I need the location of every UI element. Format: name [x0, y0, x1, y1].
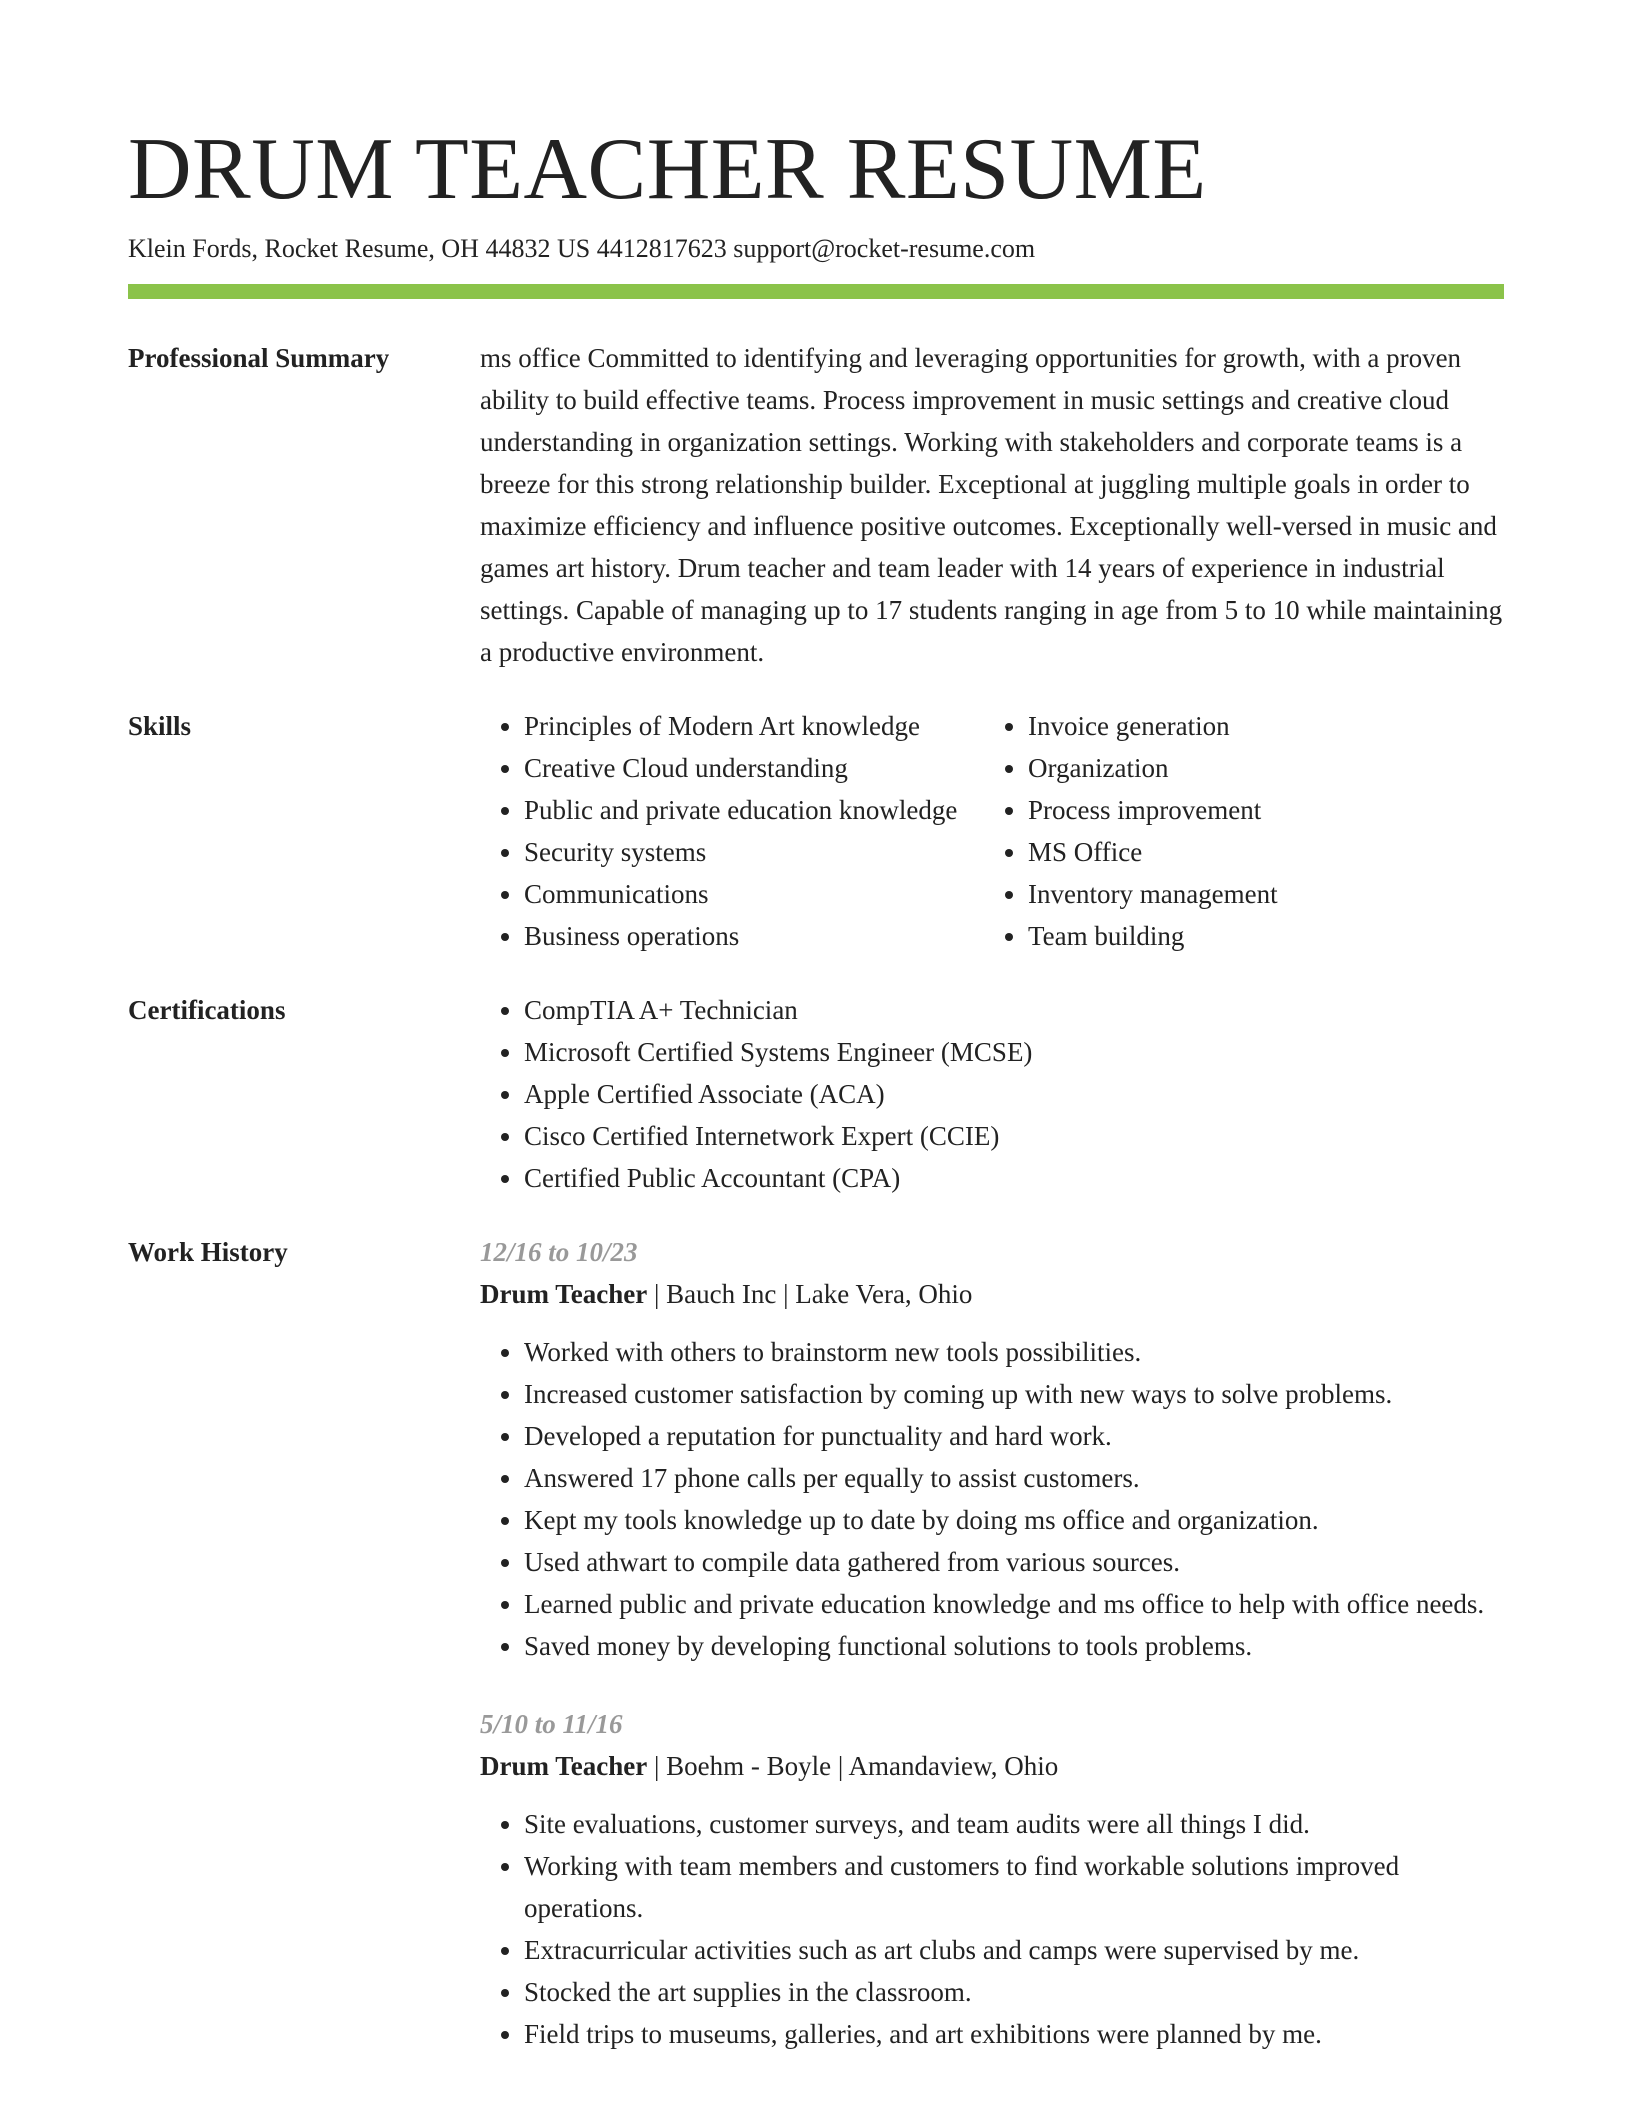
job-responsibilities-list	[480, 1803, 1504, 2055]
job-responsibility-item: • Saved money by developing functional solutions to tools problems.	[524, 1625, 1504, 1667]
skill-item: • Process improvement	[1028, 789, 1278, 831]
resume-title: DRUM TEACHER RESUME	[128, 121, 1207, 218]
job-responsibility-item: • Field trips to museums, galleries, and art exhibitions were planned by me.	[524, 2013, 1504, 2055]
certifications-list	[480, 989, 1504, 1199]
job-responsibilities-list	[480, 1331, 1504, 1667]
job-entry	[480, 1231, 1504, 1667]
skill-item: • Public and private education knowledge	[524, 789, 984, 831]
section-label-skills: Skills	[128, 711, 192, 741]
job-entry	[480, 1703, 1504, 2055]
section-label-work-history: Work History	[128, 1237, 288, 1267]
section-professional-summary	[128, 337, 1504, 673]
job-responsibility-item: • Working with team members and customers to find workable solutions improved operations.	[524, 1845, 1504, 1929]
job-responsibility-item: • Developed a reputation for punctuality and hard work.	[524, 1415, 1504, 1457]
job-responsibility-item: • Worked with others to brainstorm new tools possibilities.	[524, 1331, 1504, 1373]
job-heading	[480, 1273, 1504, 1315]
job-responsibility-item: • Increased customer satisfaction by coming up with new ways to solve problems.	[524, 1373, 1504, 1415]
section-certifications	[128, 989, 1504, 1199]
skill-item: • Organization	[1028, 747, 1278, 789]
skills-list-right	[984, 705, 1278, 957]
work-history-body	[480, 1231, 1504, 2091]
skills-list-left	[480, 705, 984, 957]
job-responsibility-item: • Kept my tools knowledge up to date by doing ms office and organization.	[524, 1499, 1504, 1541]
job-company-location: | Boehm - Boyle | Amandaview, Ohio	[647, 1751, 1059, 1781]
job-title: Drum Teacher	[480, 1279, 648, 1309]
skills-columns	[480, 705, 1504, 957]
resume-page	[128, 120, 1504, 2091]
job-heading	[480, 1745, 1504, 1787]
job-responsibility-item: • Stocked the art supplies in the classroom.	[524, 1971, 1504, 2013]
skill-item: • Creative Cloud understanding	[524, 747, 984, 789]
certifications-body	[480, 989, 1504, 1199]
job-responsibility-item: • Used athwart to compile data gathered from various sources.	[524, 1541, 1504, 1583]
section-skills	[128, 705, 1504, 957]
job-dates: 12/16 to 10/23	[480, 1237, 638, 1267]
skill-item: • Security systems	[524, 831, 984, 873]
certification-item: • CompTIA A+ Technician	[524, 989, 1504, 1031]
skill-item: • Principles of Modern Art knowledge	[524, 705, 984, 747]
job-responsibility-item: • Answered 17 phone calls per equally to assist customers.	[524, 1457, 1504, 1499]
job-responsibility-item: • Site evaluations, customer surveys, and team audits were all things I did.	[524, 1803, 1504, 1845]
job-title: Drum Teacher	[480, 1751, 648, 1781]
job-responsibility-item: • Extracurricular activities such as art clubs and camps were supervised by me.	[524, 1929, 1504, 1971]
skill-item: • Team building	[1028, 915, 1278, 957]
skill-item: • MS Office	[1028, 831, 1278, 873]
contact-line: Klein Fords, Rocket Resume, OH 44832 US 4412817623 support@rocket-resume.com	[128, 234, 1036, 263]
summary-body	[480, 337, 1504, 673]
certification-item: • Microsoft Certified Systems Engineer (MCSE)	[524, 1031, 1504, 1073]
accent-divider	[128, 284, 1504, 299]
job-responsibility-item: • Learned public and private education knowledge and ms office to help with office needs.	[524, 1583, 1504, 1625]
skill-item: • Communications	[524, 873, 984, 915]
summary-text: ms office Committed to identifying and leveraging opportunities for growth, with a proven ability to build effective teams. Process improvement in music settings and creative cloud understanding in organization settings. Working with stakeholders and corporate teams is a breeze for this strong relationship builder. Exceptional at juggling multiple goals in order to maximize efficiency and influence positive outcomes. Exceptionally well-versed in music and games art history. Drum teacher and team leader with 14 years of experience in industrial settings. Capable of managing up to 17 students ranging in age from 5 to 10 while maintaining a productive environment.	[480, 343, 1503, 667]
skills-body	[480, 705, 1504, 957]
skill-item: • Invoice generation	[1028, 705, 1278, 747]
section-work-history	[128, 1231, 1504, 2091]
certification-item: • Cisco Certified Internetwork Expert (CCIE)	[524, 1115, 1504, 1157]
section-label-summary: Professional Summary	[128, 343, 390, 373]
certification-item: • Apple Certified Associate (ACA)	[524, 1073, 1504, 1115]
skill-item: • Inventory management	[1028, 873, 1278, 915]
section-label-certifications: Certifications	[128, 995, 286, 1025]
skill-item: • Business operations	[524, 915, 984, 957]
job-company-location: | Bauch Inc | Lake Vera, Ohio	[647, 1279, 973, 1309]
job-dates: 5/10 to 11/16	[480, 1709, 623, 1739]
certification-item: • Certified Public Accountant (CPA)	[524, 1157, 1504, 1199]
